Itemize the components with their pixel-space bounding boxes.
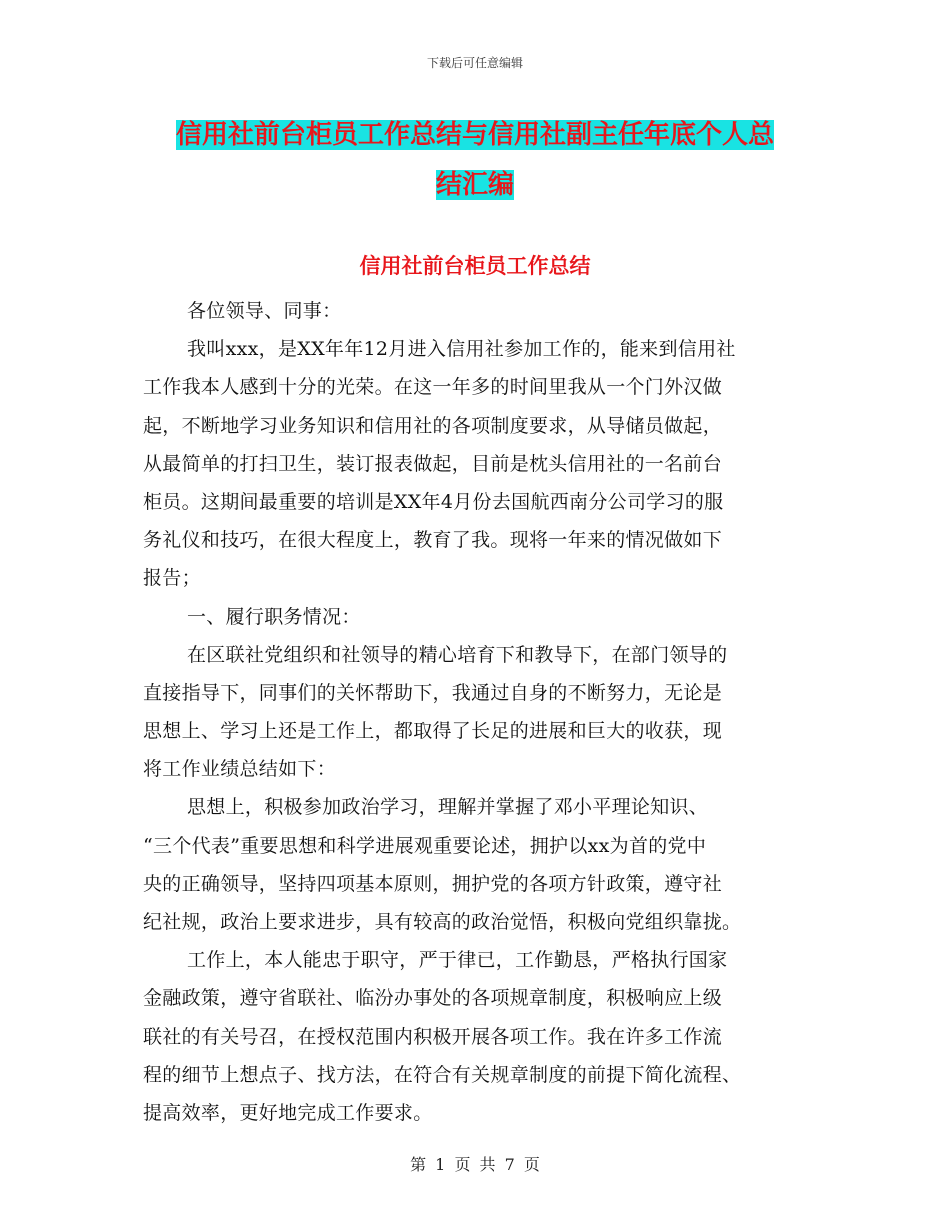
- document-title-line-1: 信用社前台柜员工作总结与信用社副主任年底个人总: [175, 120, 774, 150]
- body-line: 程的细节上想点子、找方法，在符合有关规章制度的前提下简化流程、: [143, 1063, 742, 1086]
- body-line: 纪社规，政治上要求进步，具有较高的政治觉悟，积极向党组织靠拢。: [143, 911, 742, 933]
- body-line: 柜员。这期间最重要的培训是XX年4月份去国航西南分公司学习的服: [143, 490, 724, 513]
- document-title: [140, 110, 810, 210]
- section-title: 信用社前台柜员工作总结: [359, 254, 591, 278]
- body-line: 思想上、学习上还是工作上，都取得了长足的进展和巨大的收获，现: [143, 720, 723, 743]
- header-note: 下载后可任意编辑: [426, 56, 523, 70]
- body-line: 报告；: [143, 567, 201, 590]
- body-line: 从最简单的打扫卫生，装订报表做起，目前是枕头信用社的一名前台: [143, 452, 723, 475]
- body-line: 起，不断地学习业务知识和信用社的各项制度要求，从导储员做起，: [143, 414, 723, 437]
- body-line: 在区联社党组织和社领导的精心培育下和教导下，在部门领导的: [187, 643, 728, 666]
- body-line: 我叫xxx，是XX年年12月进入信用社参加工作的，能来到信用社: [187, 338, 736, 361]
- body-line: 直接指导下，同事们的关怀帮助下，我通过自身的不断努力，无论是: [143, 681, 723, 704]
- body-line: 将工作业绩总结如下：: [143, 758, 337, 781]
- body-line: 提高效率，更好地完成工作要求。: [143, 1101, 433, 1124]
- body-line: 央的正确领导，坚持四项基本原则，拥护党的各项方针政策，遵守社: [143, 872, 723, 895]
- body-line: 思想上，积极参加政治学习，理解并掌握了邓小平理论知识、: [187, 796, 709, 819]
- document-title-line-2: 结汇编: [435, 170, 514, 200]
- body-line: 务礼仪和技巧，在很大程度上，教育了我。现将一年来的情况做如下: [143, 529, 723, 552]
- body-text: [143, 292, 813, 1132]
- body-line: 联社的有关号召，在授权范围内积极开展各项工作。我在许多工作流: [143, 1025, 723, 1048]
- body-line: 各位领导、同事：: [187, 300, 342, 322]
- page-footer: 第 1 页 共 7 页: [410, 1155, 540, 1174]
- body-line: 金融政策，遵守省联社、临汾办事处的各项规章制度，积极响应上级: [143, 987, 723, 1010]
- body-line: 工作上，本人能忠于职守，严于律已，工作勤恳，严格执行国家: [187, 949, 728, 972]
- body-line: 工作我本人感到十分的光荣。在这一年多的时间里我从一个门外汉做: [143, 376, 723, 399]
- body-line: 一、履行职务情况：: [187, 605, 361, 628]
- body-line: “三个代表”重要思想和科学进展观重要论述，拥护以xx为首的党中: [143, 834, 707, 857]
